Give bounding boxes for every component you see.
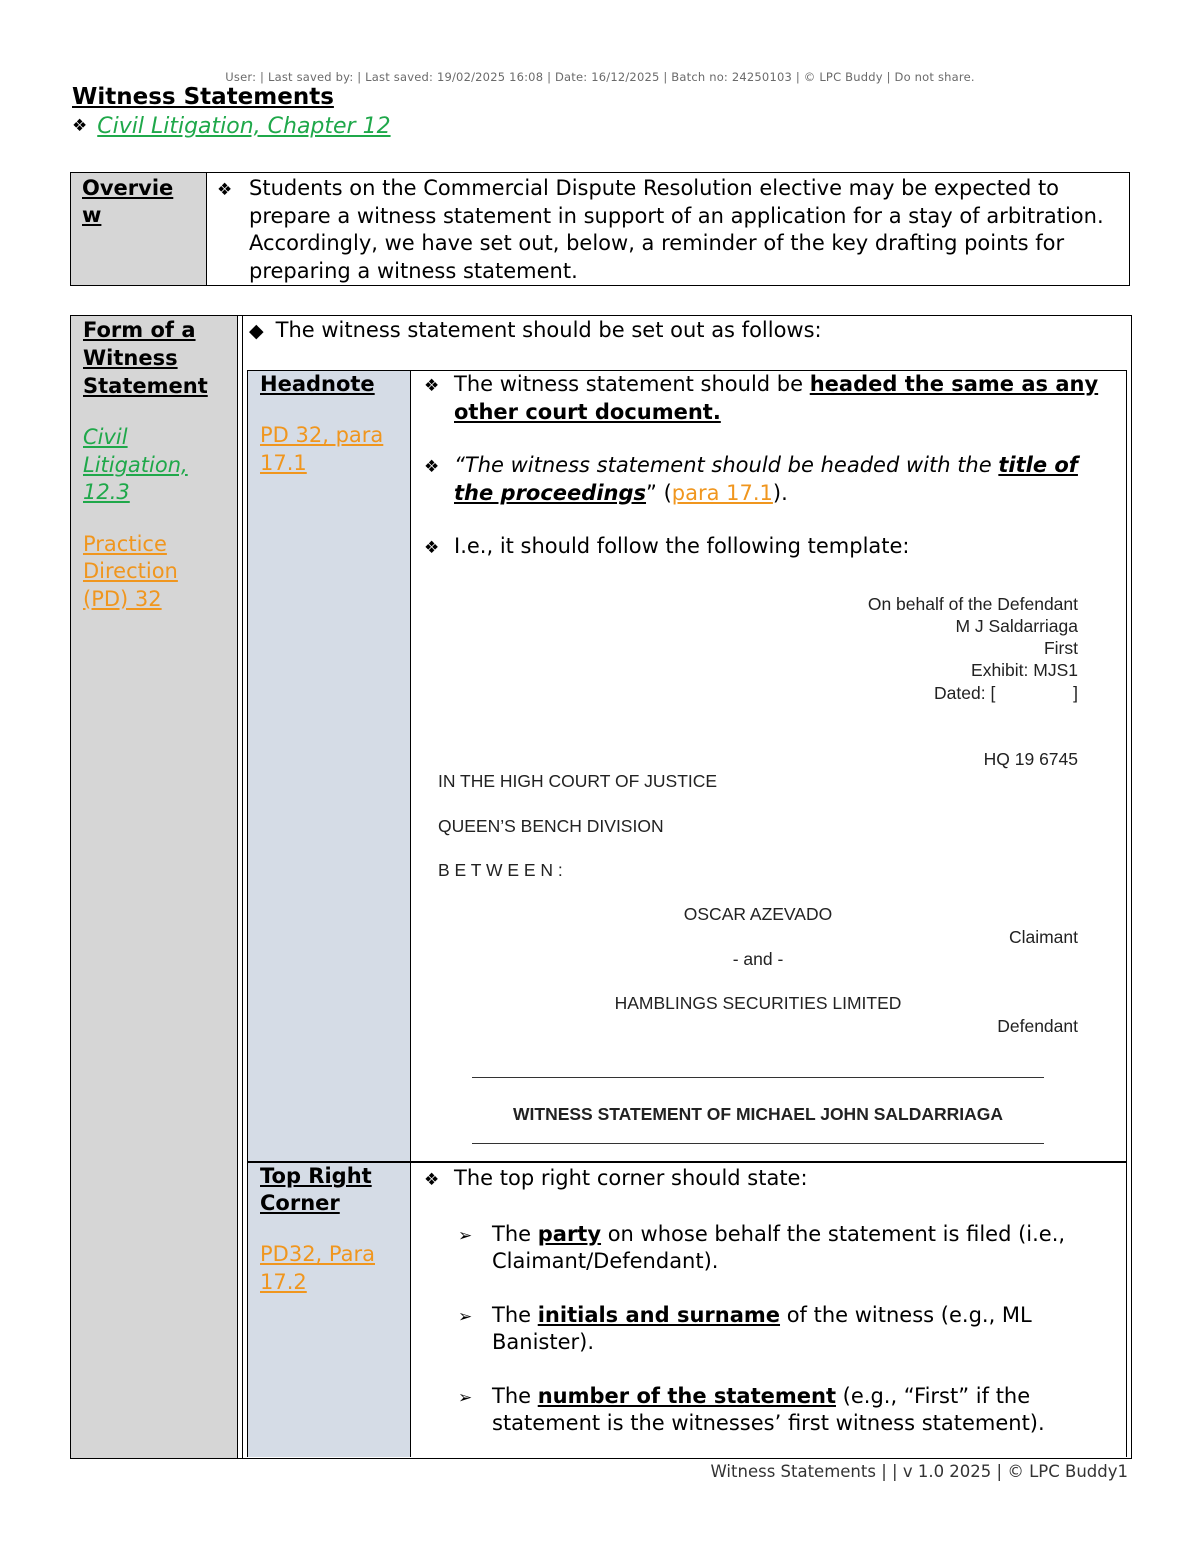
template-division: QUEEN’S BENCH DIVISION (438, 816, 664, 836)
template-rule-bottom (472, 1143, 1044, 1144)
template-between: B E T W E E N : (438, 860, 563, 880)
list-item: ❖ The top right corner should state: (424, 1165, 1114, 1195)
diamond-bullet-icon: ❖ (72, 116, 88, 136)
pd32-para17-2-link[interactable]: PD32, Para 17.2 (260, 1242, 375, 1294)
template-defendant-name: HAMBLINGS SECURITIES LIMITED (614, 993, 902, 1013)
overview-table (70, 172, 1130, 286)
form-section-intro: ◆ The witness statement should be set out as follows: (249, 318, 822, 342)
template-behalf: On behalf of the Defendant (867, 594, 1078, 614)
practice-direction-link[interactable]: Practice Direction (PD) 32 (83, 531, 178, 611)
template-witness: M J Saldarriaga (955, 616, 1078, 636)
template-dated: Dated: [ ] (934, 683, 1078, 703)
top-right-corner-label: Top Right Corner (260, 1164, 372, 1215)
column-divider (242, 316, 243, 1458)
template-statement-title: WITNESS STATEMENT OF MICHAEL JOHN SALDARRIAGA (513, 1104, 1003, 1124)
template-number: First (1043, 638, 1078, 658)
overview-text: Students on the Commercial Dispute Resolution elective may be expected to prepare a witness statement in support of an application for a stay of arbitration. Accordingly, we have set out, below, a reminder of the key drafting points for preparing a witness statement. (249, 176, 1104, 283)
arrow-bullet-icon: ➢ (458, 1306, 473, 1327)
headnote-content (424, 371, 1114, 563)
witness-statement-template-image (428, 588, 1088, 1158)
page-footer: Witness Statements | | v 1.0 2025 | © LPC Buddy1 (710, 1462, 1128, 1481)
template-defendant-role: Defendant (997, 1016, 1078, 1036)
list-item: ❖ The witness statement should be headed the same as any other court document. (424, 371, 1114, 426)
top-right-content (424, 1165, 1114, 1438)
list-item: ❖ “The witness statement should be headed with the title of the proceedings” (para 17.1). (424, 452, 1114, 507)
headnote-label: Headnote (260, 372, 375, 396)
form-section-label-column (71, 316, 238, 1458)
overview-content (207, 173, 1130, 286)
template-claimant-name: OSCAR AZEVADO (683, 904, 833, 924)
template-and: - and - (732, 949, 784, 969)
diamond-bullet-icon: ❖ (217, 180, 233, 200)
document-meta-header: User: | Last saved by: | Last saved: 19/02/2025 16:08 | Date: 16/12/2025 | Batch no: 24250103 | © LPC Buddy | Do not share. (225, 70, 975, 84)
list-item: ❖ I.e., it should follow the following template: (424, 533, 1114, 563)
template-rule-top (472, 1077, 1044, 1078)
template-court: IN THE HIGH COURT OF JUSTICE (438, 771, 718, 791)
list-item: ➢ The initials and surname of the witness (e.g., ML Banister). (458, 1302, 1114, 1357)
diamond-bullet-icon: ❖ (424, 376, 440, 396)
nested-label-column (248, 371, 411, 1457)
list-item: ➢ The party on whose behalf the statement is filed (i.e., Claimant/Defendant). (458, 1221, 1114, 1276)
overview-label: Overvie w (71, 173, 207, 286)
arrow-bullet-icon: ➢ (458, 1225, 473, 1246)
list-item: ➢ The number of the statement (e.g., “First” if the statement is the witnesses’ first witness statement). (458, 1383, 1114, 1438)
template-exhibit: Exhibit: MJS1 (971, 660, 1078, 680)
diamond-bullet-icon: ◆ (249, 320, 264, 342)
page-number: 1 (1117, 1462, 1128, 1481)
template-claimant-role: Claimant (1008, 927, 1078, 947)
diamond-bullet-icon: ❖ (424, 457, 440, 477)
diamond-bullet-icon: ❖ (424, 1170, 440, 1190)
row-divider (248, 1161, 1126, 1163)
page-title: Witness Statements (72, 84, 334, 110)
chapter-link[interactable]: Civil Litigation, Chapter 12 (97, 114, 391, 139)
chapter-reference (72, 114, 391, 139)
diamond-bullet-icon: ❖ (424, 538, 440, 558)
civil-litigation-link[interactable]: Civil Litigation, 12.3 (83, 425, 188, 504)
pd32-para17-1-link[interactable]: PD 32, para 17.1 (260, 423, 384, 475)
arrow-bullet-icon: ➢ (458, 1387, 473, 1408)
template-claim-number: HQ 19 6745 (983, 749, 1078, 769)
para-17-1-link[interactable]: para 17.1 (671, 480, 773, 505)
form-section-heading: Form of a Witness Statement (83, 318, 208, 398)
